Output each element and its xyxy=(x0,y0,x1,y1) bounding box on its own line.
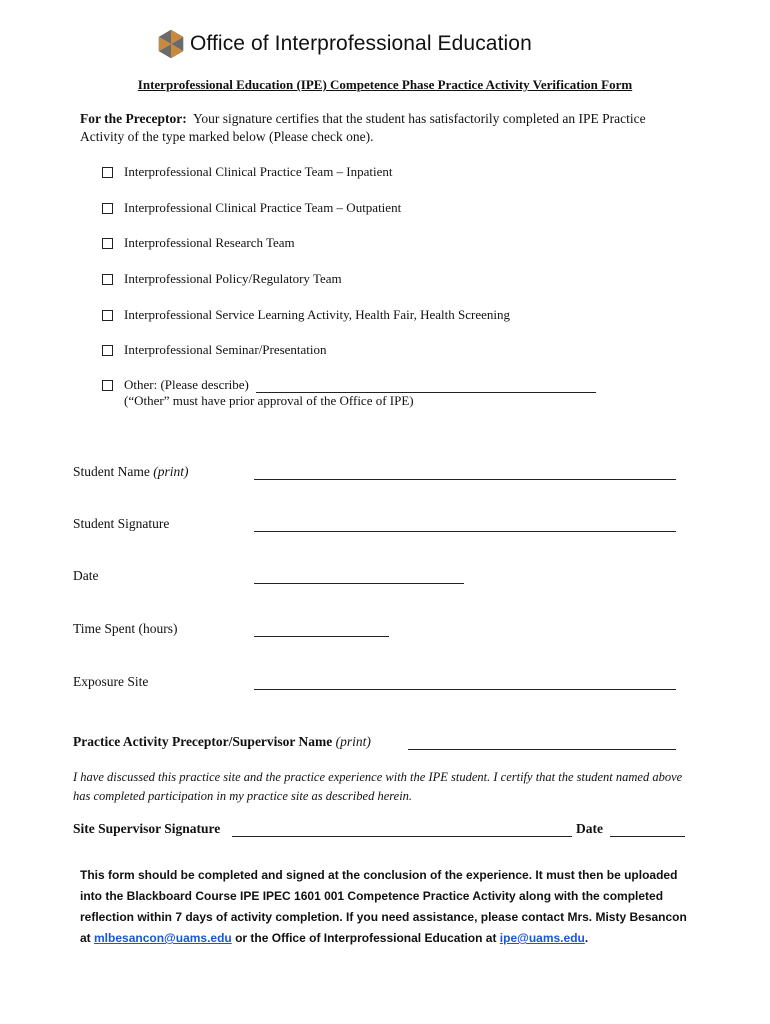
option-label: Interprofessional Research Team xyxy=(124,235,295,250)
checkbox-icon[interactable] xyxy=(102,238,113,249)
date-field[interactable] xyxy=(254,582,464,584)
site-supervisor-signature-field[interactable] xyxy=(232,835,572,837)
option-policy[interactable] xyxy=(102,271,342,287)
site-supervisor-signature-label: Site Supervisor Signature xyxy=(73,821,221,836)
email-link-ipe[interactable]: ipe@uams.edu xyxy=(499,931,585,945)
other-describe-field[interactable] xyxy=(256,379,596,393)
option-other[interactable] xyxy=(102,377,596,409)
student-name-field[interactable] xyxy=(254,478,676,480)
option-label: Interprofessional Clinical Practice Team – Inpatient xyxy=(124,164,393,179)
checkbox-icon[interactable] xyxy=(102,167,113,178)
student-signature-field[interactable] xyxy=(254,530,676,532)
option-inpatient[interactable] xyxy=(102,164,393,180)
date-label: Date xyxy=(73,568,99,583)
checkbox-icon[interactable] xyxy=(102,274,113,285)
checkbox-icon[interactable] xyxy=(102,380,113,391)
org-logo xyxy=(155,28,532,60)
supervisor-name-label: Practice Activity Preceptor/Supervisor Name (print) xyxy=(73,734,371,749)
option-research[interactable] xyxy=(102,235,295,251)
intro-lead: For the Preceptor: xyxy=(80,111,187,126)
student-name-label: Student Name (print) xyxy=(73,464,189,479)
exposure-site-label: Exposure Site xyxy=(73,674,149,689)
option-seminar[interactable] xyxy=(102,342,327,358)
option-outpatient[interactable] xyxy=(102,200,401,216)
logo-mark-icon xyxy=(155,28,187,60)
exposure-site-field[interactable] xyxy=(254,688,676,690)
org-name: Office of Interprofessional Education xyxy=(190,32,532,55)
checkbox-icon[interactable] xyxy=(102,203,113,214)
student-signature-label: Student Signature xyxy=(73,516,170,531)
certification-statement: I have discussed this practice site and the practice experience with the IPE student. I certify that the student named above has completed participation in my practice site as described herein. xyxy=(73,770,683,803)
preceptor-intro xyxy=(80,110,680,146)
form-title: Interprofessional Education (IPE) Competence Phase Practice Activity Verification Form xyxy=(137,77,633,92)
option-label: Interprofessional Policy/Regulatory Team xyxy=(124,271,342,286)
supervisor-date-field[interactable] xyxy=(610,835,685,837)
time-spent-field[interactable] xyxy=(254,635,389,637)
time-spent-label: Time Spent (hours) xyxy=(73,621,178,636)
submission-instructions: This form should be completed and signed at the conclusion of the experience. It must then be uploaded into the Blackboard Course IPE IPEC 1601 001 Competence Practice Activity along with the completed reflection within 7 days of activity completion. If you need assistance, please contact Mrs. Misty Besancon at mlbesancon@uams.edu or the Office of Interprofessional Education at ipe@uams.edu. xyxy=(80,868,687,945)
other-note: (“Other” must have prior approval of the Office of IPE) xyxy=(124,393,414,408)
option-label: Other: (Please describe) xyxy=(124,377,249,392)
supervisor-name-field[interactable] xyxy=(408,748,676,750)
intro-text: Your signature certifies that the student has satisfactorily completed an IPE Practice Activity of the type marked below (Please check one). xyxy=(80,111,646,144)
checkbox-icon[interactable] xyxy=(102,345,113,356)
option-service-learning[interactable] xyxy=(102,307,510,323)
supervisor-date-label: Date xyxy=(576,821,603,836)
checkbox-icon[interactable] xyxy=(102,310,113,321)
option-label: Interprofessional Clinical Practice Team – Outpatient xyxy=(124,200,402,215)
email-link-besancon[interactable]: mlbesancon@uams.edu xyxy=(94,931,232,945)
option-label: Interprofessional Service Learning Activity, Health Fair, Health Screening xyxy=(124,307,510,322)
option-label: Interprofessional Seminar/Presentation xyxy=(124,342,327,357)
